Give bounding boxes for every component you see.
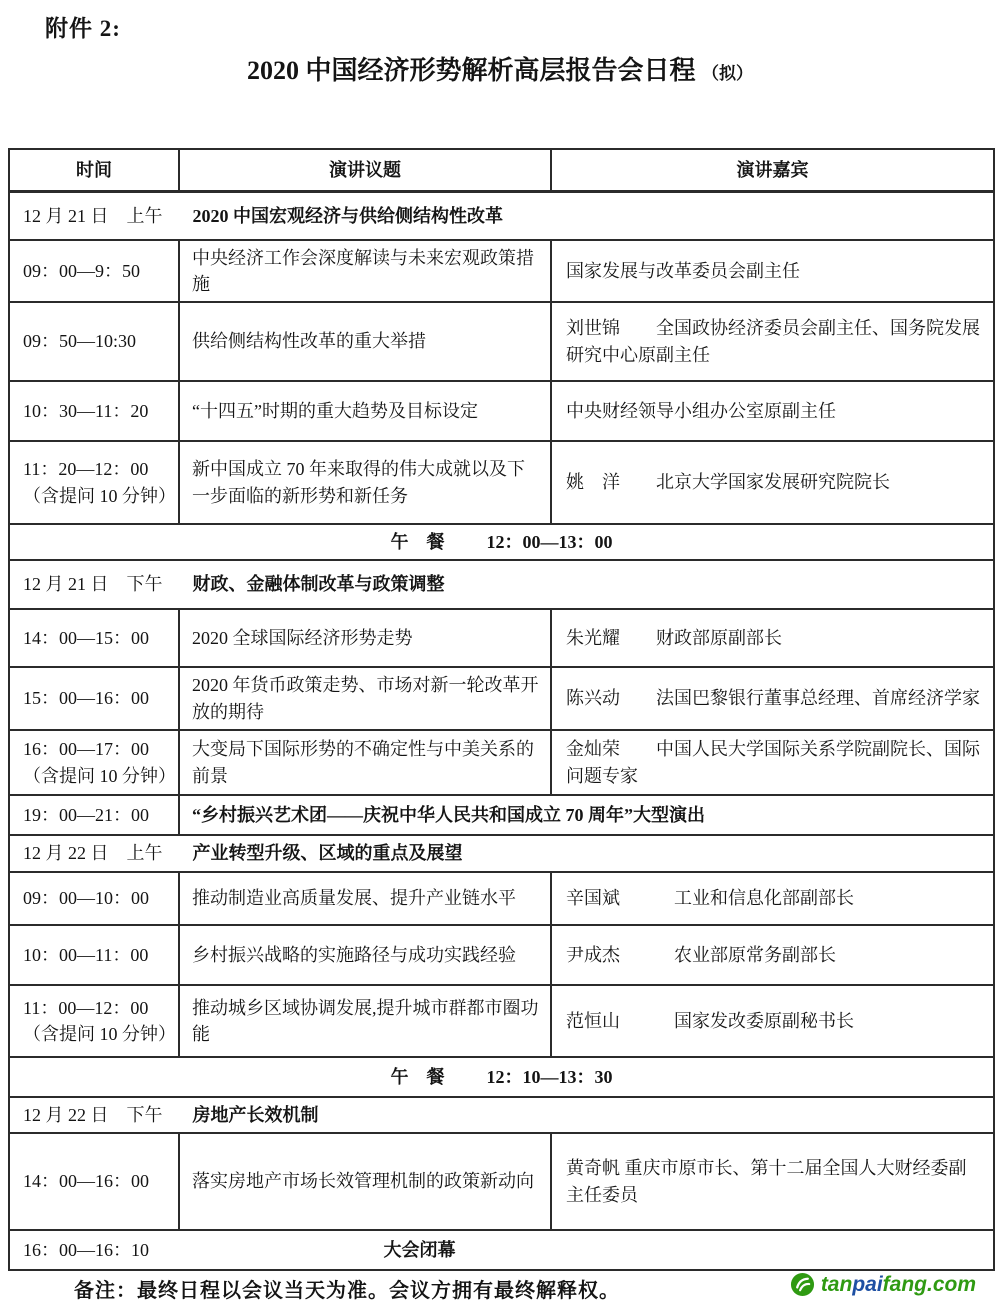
logo-text	[821, 1273, 976, 1297]
section-date: 12 月 22 日 下午	[23, 1104, 163, 1125]
time-note: （含提问 10 分钟）	[23, 765, 176, 786]
topic-cell: 落实房地产市场长效管理机制的政策新动向	[179, 1133, 551, 1230]
tanpaifang-leaf-icon	[790, 1272, 815, 1297]
guest-cell: 陈兴动 法国巴黎银行董事总经理、首席经济学家	[551, 667, 994, 730]
performance-cell: “乡村振兴艺术团——庆祝中华人民共和国成立 70 周年”大型演出	[179, 795, 994, 835]
section-row	[9, 835, 994, 872]
column-header-time: 时间	[9, 149, 179, 191]
time-cell: 09：50—10:30	[9, 302, 179, 381]
logo-part-tan: tan	[820, 1272, 853, 1296]
table-row	[9, 730, 994, 795]
time-cell: 14：00—16：00	[9, 1133, 179, 1230]
logo-part-fang: fang.com	[882, 1272, 976, 1296]
guest-cell: 朱光耀 财政部原副部长	[551, 609, 994, 667]
guest-cell: 姚 洋 北京大学国家发展研究院院长	[551, 441, 994, 524]
time-note: （含提问 10 分钟）	[23, 1024, 176, 1044]
closing-row	[9, 1230, 994, 1270]
time-cell	[9, 985, 179, 1057]
topic-cell: 推动城乡区域协调发展,提升城市群都市圈功能	[179, 985, 551, 1057]
lunch-cell	[9, 524, 994, 560]
section-date: 12 月 21 日 下午	[23, 574, 163, 595]
topic-cell: 2020 年货币政策走势、市场对新一轮改革开放的期待	[179, 667, 551, 730]
time-range: 11：00—12：00	[23, 997, 149, 1018]
attachment-label: 附件 2:	[45, 16, 121, 41]
time-cell: 09：00—9：50	[9, 240, 179, 302]
header-row	[9, 149, 994, 191]
section-date: 12 月 21 日 上午	[23, 205, 163, 226]
time-note: （含提问 10 分钟）	[23, 485, 176, 506]
time-cell: 09：00—10：00	[9, 872, 179, 925]
closing-time: 16：00—16：10	[23, 1239, 149, 1260]
time-cell	[9, 441, 179, 524]
section-cell	[9, 1097, 994, 1133]
column-header-guest: 演讲嘉宾	[551, 149, 994, 191]
logo-part-pai: pai	[852, 1272, 883, 1296]
guest-cell: 国家发展与改革委员会副主任	[551, 240, 994, 302]
guest-cell: 尹成杰 农业部原常务副部长	[551, 925, 994, 985]
page-title-text: 2020 中国经济形势解析高层报告会日程	[246, 56, 696, 85]
topic-cell: 供给侧结构性改革的重大举措	[179, 302, 551, 381]
table-row	[9, 302, 994, 381]
guest-cell: 中央财经领导小组办公室原副主任	[551, 381, 994, 441]
table-row	[9, 609, 994, 667]
table-row	[9, 667, 994, 730]
table-row	[9, 1133, 994, 1230]
section-date: 12 月 22 日 上午	[23, 843, 163, 864]
time-cell: 14：00—15：00	[9, 609, 179, 667]
section-row	[9, 560, 994, 609]
guest-cell: 黄奇帆 重庆市原市长、第十二届全国人大财经委副主任委员	[551, 1133, 994, 1230]
lunch-row	[9, 524, 994, 560]
time-cell: 15：00—16：00	[9, 667, 179, 730]
lunch-cell	[9, 1057, 994, 1097]
topic-cell: 新中国成立 70 年来取得的伟大成就以及下一步面临的新形势和新任务	[179, 441, 551, 524]
guest-cell: 刘世锦 全国政协经济委员会副主任、国务院发展研究中心原副主任	[551, 302, 994, 381]
lunch-time: 12：10—13：30	[486, 1066, 613, 1087]
lunch-time: 12：00—13：00	[486, 531, 613, 552]
section-cell	[9, 835, 994, 872]
lunch-label: 午 餐	[390, 1066, 445, 1087]
topic-cell: “十四五”时期的重大趋势及目标设定	[179, 381, 551, 441]
topic-cell: 乡村振兴战略的实施路径与成功实践经验	[179, 925, 551, 985]
time-range: 11：20—12：00	[23, 459, 149, 480]
topic-cell: 大变局下国际形势的不确定性与中美关系的前景	[179, 730, 551, 795]
section-row	[9, 191, 994, 240]
lunch-label: 午 餐	[390, 531, 445, 552]
topic-cell: 推动制造业高质量发展、提升产业链水平	[179, 872, 551, 925]
agenda-table	[8, 148, 995, 1271]
section-topic: 产业转型升级、区域的重点及展望	[192, 843, 463, 864]
section-cell	[9, 560, 994, 609]
section-row	[9, 1097, 994, 1133]
topic-cell: 中央经济工作会深度解读与未来宏观政策措施	[179, 240, 551, 302]
topic-cell: 2020 全球国际经济形势走势	[179, 609, 551, 667]
guest-cell: 辛国斌 工业和信息化部副部长	[551, 872, 994, 925]
table-row	[9, 240, 994, 302]
guest-cell: 金灿荣 中国人民大学国际关系学院副院长、国际问题专家	[551, 730, 994, 795]
page-title-note: （拟）	[702, 64, 753, 83]
footnote: 备注：最终日程以会议当天为准。会议方拥有最终解释权。	[74, 1280, 620, 1302]
time-cell: 10：00—11：00	[9, 925, 179, 985]
performance-row	[9, 795, 994, 835]
time-cell: 10：30—11：20	[9, 381, 179, 441]
table-row	[9, 381, 994, 441]
table-row	[9, 925, 994, 985]
section-topic: 财政、金融体制改革与政策调整	[192, 574, 445, 595]
closing-label: 大会闭幕	[383, 1239, 456, 1260]
section-topic: 2020 中国宏观经济与供给侧结构性改革	[192, 205, 503, 226]
section-cell	[9, 191, 994, 240]
section-topic: 房地产长效机制	[192, 1104, 319, 1125]
time-cell: 19：00—21：00	[9, 795, 179, 835]
table-row	[9, 441, 994, 524]
table-row	[9, 872, 994, 925]
time-range: 16：00—17：00	[23, 739, 149, 760]
table-row	[9, 985, 994, 1057]
column-header-topic: 演讲议题	[179, 149, 551, 191]
site-logo	[790, 1272, 976, 1297]
guest-cell: 范恒山 国家发改委原副秘书长	[551, 985, 994, 1057]
page-title	[0, 50, 1000, 87]
time-cell	[9, 730, 179, 795]
lunch-row	[9, 1057, 994, 1097]
closing-cell	[9, 1230, 994, 1270]
